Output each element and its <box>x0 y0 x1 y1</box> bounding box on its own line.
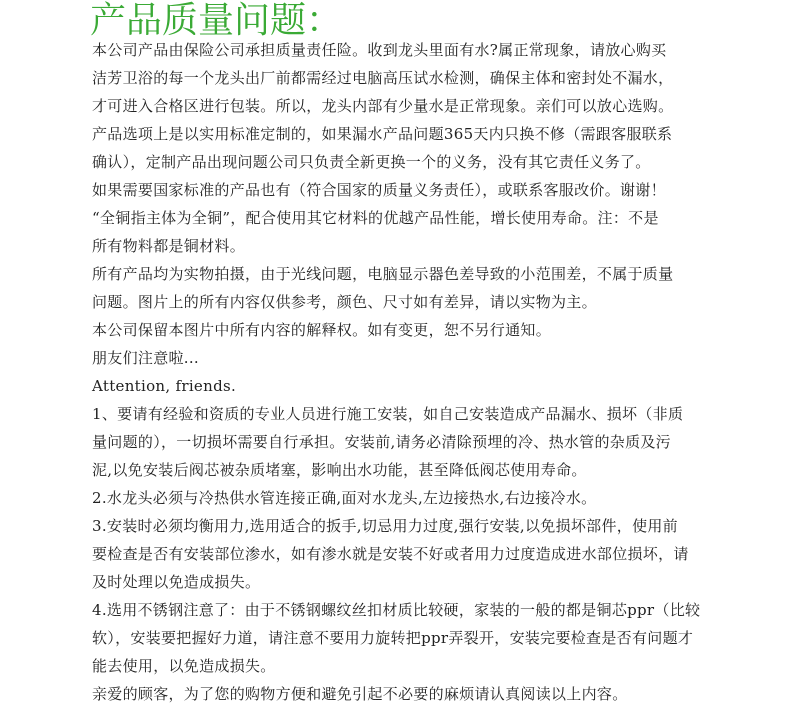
text-line-17: 2.水龙头必须与冷热供水管连接正确,面对水龙头,左边接热水,右边接冷水。 <box>92 489 597 507</box>
text-line-7: “全铜指主体为全铜”，配合使用其它材料的优越产品性能，增长使用寿命。注：不是 <box>92 209 659 227</box>
text-line-22: 软），安装要把握好力道，请注意不要用力旋转把ppr弄裂开，安装完要检查是否有问题才 <box>92 629 694 647</box>
text-line-5: 确认），定制产品出现问题公司只负责全新更换一个的义务，没有其它责任义务了。 <box>92 153 651 171</box>
text-line-13: Attention, friends. <box>92 377 237 395</box>
text-line-14: 1、要请有经验和资质的专业人员进行施工安装，如自己安装造成产品漏水、损坏（非质 <box>92 405 684 423</box>
text-line-2: 洁芳卫浴的每一个龙头出厂前都需经过电脑高压试水检测，确保主体和密封处不漏水， <box>92 69 674 87</box>
text-line-1: 本公司产品由保险公司承担质量责任险。收到龙头里面有水?属正常现象，请放心购买 <box>92 41 667 59</box>
text-line-18: 3.安装时必须均衡用力,选用适合的扳手,切忌用力过度,强行安装,以免损坏部件，使用前 <box>92 517 678 535</box>
text-line-3: 才可进入合格区进行包装。所以，龙头内部有少量水是正常现象。亲们可以放心选购。 <box>92 97 674 115</box>
text-line-8: 所有物料都是铜材料。 <box>92 237 246 255</box>
text-line-12: 朋友们注意啦... <box>92 349 200 367</box>
page-title: 产品质量问题： <box>90 0 343 41</box>
text-line-4: 产品选项上是以实用标准定制的，如果漏水产品问题365天内只换不修（需跟客服联系 <box>92 125 673 143</box>
document-body <box>92 36 772 708</box>
text-line-15: 量问题的），一切损坏需要自行承担。安装前,请务必清除预埋的冷、热水管的杂质及污 <box>92 433 671 451</box>
text-line-6: 如果需要国家标准的产品也有（符合国家的质量义务责任），或联系客服改价。谢谢！ <box>92 181 666 199</box>
text-line-21: 4.选用不锈钢注意了：由于不锈钢螺纹丝扣材质比较硬，家装的一般的都是铜芯ppr（比较 <box>92 601 701 619</box>
text-line-20: 及时处理以免造成损失。 <box>92 573 261 591</box>
text-line-9: 所有产品均为实物拍摄，由于光线问题，电脑显示器色差导致的小范围差，不属于质量 <box>92 265 674 283</box>
text-line-19: 要检查是否有安装部位渗水，如有渗水就是安装不好或者用力过度造成进水部位损坏，请 <box>92 545 689 563</box>
text-line-11: 本公司保留本图片中所有内容的解释权。如有变更，恕不另行通知。 <box>92 321 552 339</box>
text-line-23: 能去使用，以免造成损失。 <box>92 657 276 675</box>
text-line-24: 亲爱的顾客，为了您的购物方便和避免引起不必要的麻烦请认真阅读以上内容。 <box>92 685 628 703</box>
text-line-10: 问题。图片上的所有内容仅供参考，颜色、尺寸如有差异，请以实物为主。 <box>92 293 597 311</box>
text-line-16: 泥,以免安装后阀芯被杂质堵塞，影响出水功能，甚至降低阀芯使用寿命。 <box>92 461 587 479</box>
